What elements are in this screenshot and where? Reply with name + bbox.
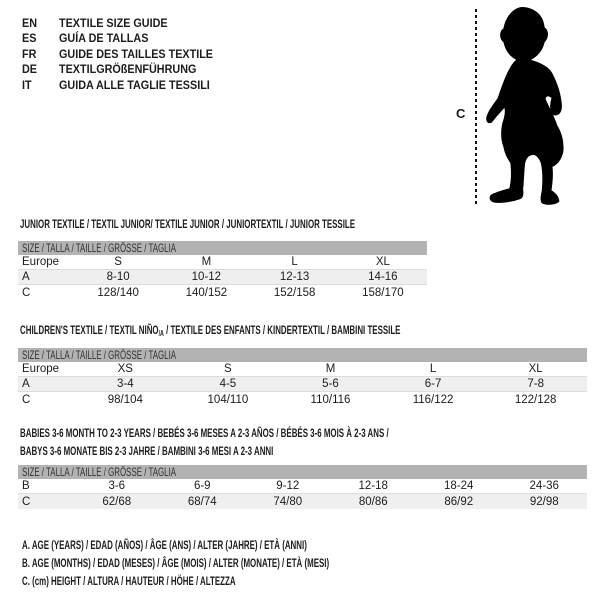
age-cell: 24-36 (529, 480, 559, 492)
table-row-age (18, 377, 587, 392)
size-cell: M (201, 256, 212, 268)
table-row-height (18, 392, 587, 407)
height-cell: 104/110 (207, 393, 249, 406)
age-cell: 10-12 (191, 271, 222, 283)
junior-section-title: JUNIOR TEXTILE / TEXTIL JUNIOR/ TEXTILE JUNIOR / JUNIORTEXTIL / JUNIOR TESSILE (20, 217, 356, 231)
language-title-list (22, 16, 230, 93)
row-label: C (22, 286, 31, 299)
size-cell: S (114, 256, 122, 268)
height-measure-label: C (456, 106, 466, 121)
age-cell: 3-6 (108, 480, 126, 492)
lang-row-en (22, 16, 230, 31)
height-measure-dashed-line (475, 9, 477, 207)
legend-notes (22, 536, 487, 590)
age-cell: 7-8 (527, 378, 544, 390)
age-cell: 4-5 (219, 378, 237, 390)
height-cell: 116/122 (412, 393, 454, 406)
height-cell: 122/128 (514, 393, 557, 406)
lang-code: ES (22, 31, 37, 46)
row-label: Europe (22, 363, 60, 375)
babies-size-table (18, 465, 587, 509)
lang-row-de (22, 62, 230, 77)
age-cell: 6-9 (193, 480, 211, 492)
height-cell: 86/92 (444, 495, 474, 508)
lang-row-fr (22, 47, 230, 62)
junior-size-table (18, 241, 427, 300)
lang-row-es (22, 31, 230, 46)
size-header-bar: SIZE / TALLA / TAILLE / GRÖSSE / TAGLIA (18, 241, 427, 255)
row-label: A (22, 378, 30, 390)
age-cell: 12-18 (358, 480, 388, 492)
size-cell: L (429, 363, 437, 375)
size-cell: XL (528, 363, 543, 375)
lang-title: GUIDE DES TAILLES TEXTILE (59, 46, 214, 61)
lang-row-it (22, 78, 230, 93)
lang-title: GUÍA DE TALLAS (59, 31, 149, 46)
table-row-age (18, 270, 427, 285)
row-label: A (22, 271, 30, 283)
height-cell: 152/158 (273, 286, 316, 299)
size-cell: L (291, 256, 298, 268)
table-row-height (18, 285, 427, 300)
age-cell: 14-16 (368, 271, 398, 283)
lang-code: FR (22, 46, 37, 61)
toddler-silhouette-icon (482, 5, 572, 207)
size-cell: S (224, 363, 232, 375)
age-cell: 6-7 (424, 378, 442, 390)
height-cell: 74/80 (273, 495, 303, 508)
gender-subscript: /A (158, 329, 164, 338)
age-cell: 18-24 (444, 480, 474, 492)
lang-code: IT (22, 77, 32, 92)
babies-section-title: BABIES 3-6 MONTH TO 2-3 YEARS / BEBÉS 3-6 MESES A 2-3 AÑOS / BÉBÉS 3-6 MOIS À 2-3 ANS / BABYS 3-6 MONATE BIS 2-3 JAHRE / BAMBINI 3-6 MESI A 2-3 ANNI (20, 426, 389, 458)
children-size-table (18, 348, 587, 407)
lang-title: TEXTILGRÖßENFÜHRUNG (59, 62, 197, 77)
size-header-bar: SIZE / TALLA / TAILLE / GRÖSSE / TAGLIA (18, 348, 587, 362)
size-cell: M (325, 363, 336, 375)
size-cell: XL (375, 256, 390, 268)
height-cell: 158/170 (362, 286, 404, 299)
age-cell: 5-6 (322, 378, 339, 390)
legend-note-c: C. (cm) HEIGHT / ALTURA / HAUTEUR / HÖHE / ALTEZZA (22, 574, 236, 588)
height-cell: 68/74 (187, 495, 217, 508)
table-row-europe (18, 255, 427, 270)
age-cell: 8-10 (106, 271, 130, 283)
lang-code: DE (22, 62, 38, 77)
row-label: C (22, 393, 31, 406)
size-cell: XS (117, 363, 133, 375)
row-label: Europe (22, 256, 60, 268)
lang-code: EN (22, 16, 38, 30)
height-cell: 80/86 (358, 495, 388, 508)
height-cell: 110/116 (310, 393, 351, 406)
age-cell: 9-12 (276, 480, 300, 492)
table-row-height (18, 494, 587, 509)
row-label: B (22, 480, 30, 492)
children-section-title: CHILDREN'S TEXTILE / TEXTIL $NIÑO_{/A}$ / TEXTILE DES ENFANTS / KINDERTEXTIL / BAMBINI TESSILE (20, 323, 401, 338)
row-label: C (22, 495, 31, 508)
height-cell: 62/68 (102, 495, 132, 508)
table-row-europe (18, 362, 587, 377)
height-cell: 140/152 (185, 286, 228, 299)
legend-note-a: A. AGE (YEARS) / EDAD (AÑOS) / ÂGE (ANS) / ALTER (JAHRE) / ETÀ (ANNI) (22, 538, 307, 552)
legend-note-b: B. AGE (MONTHS) / EDAD (MESES) / ÂGE (MOIS) / ALTER (MONATE) / ETÀ (MESI) (22, 556, 330, 570)
table-row-age-months (18, 479, 587, 494)
lang-title: TEXTILE SIZE GUIDE (59, 16, 168, 30)
height-cell: 98/104 (107, 393, 143, 406)
lang-title: GUIDA ALLE TAGLIE TESSILI (59, 77, 210, 92)
age-cell: 3-4 (116, 378, 134, 390)
height-cell: 128/140 (97, 286, 139, 299)
height-cell: 92/98 (529, 495, 559, 508)
size-header-bar: SIZE / TALLA / TAILLE / GRÖSSE / TAGLIA (18, 465, 587, 479)
age-cell: 12-13 (279, 271, 310, 283)
